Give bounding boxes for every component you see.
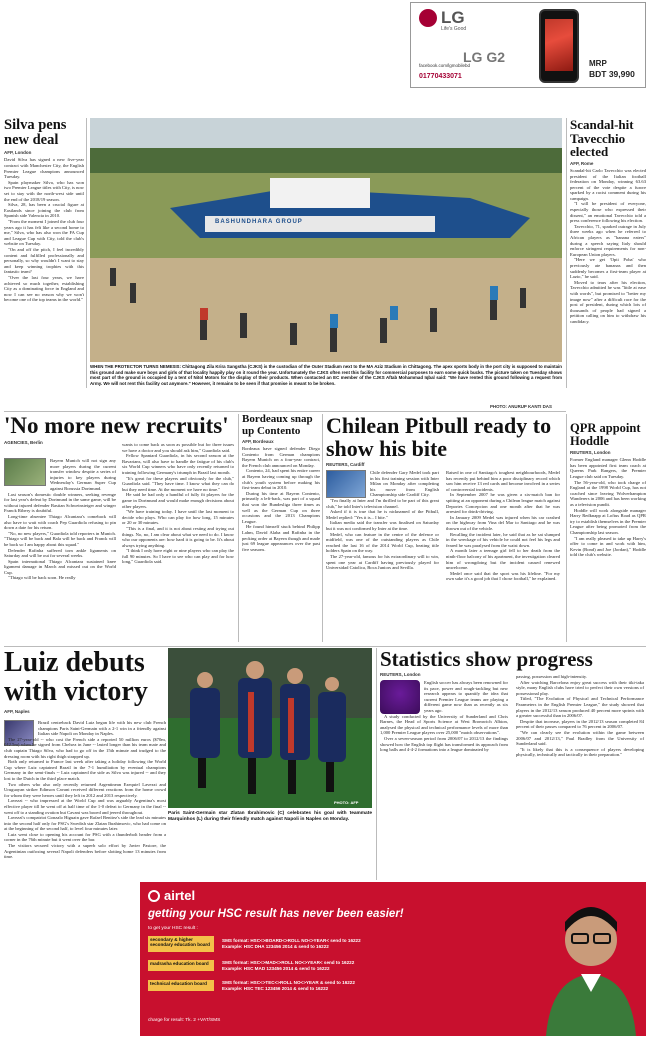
student-image [536,892,646,1036]
bayern-col2 [122,442,234,565]
medel-para: The 27-year-old, famous for his extraordinary will to win, spent one year at Cardiff having previously played for Universidad Catolica, Boca Juniors and Sevilla. [326,553,439,571]
airtel-sms-2 [222,960,354,971]
luiz-para: Lavezzi -- who impressed at the World Cup and was arguably Argentina's most effective player till he went off at half time of the 1-0 defeat to Germany in the final -- went off to a standing ovation but Cavani was booed and jeered throughout. [4,798,166,815]
stats-para: Titled, "The Evolution of Physical and Technical Performance Parameters in the English Premier League," the study showed that players in the 2012/13 season produced 40 percent more sprints with a greater successful than in 2006/07. [516,696,644,719]
stats-byline: REUTERS, London [380,672,421,678]
tavecchio-body [570,168,646,325]
psg-photo-drawing [168,648,372,808]
airtel-sms-example: Example: HSC MAD 123456 2014 & send to 16222 [222,965,330,971]
silva-para: Silva, 28, has been a crucial figure at Eastlands since joining the club from Spanish side Valencia in 2010. [4,202,84,219]
stats-col1 [380,680,508,753]
silva-para: "On and off the pitch, I feel incredibly content and fulfilled professionally and personally, so why wouldn't I want to stay and keep winning trophies with this fantastic team? [4,246,84,275]
bayern-para: "This is a final, and it is not about resting and trying out things. No, no, I am clear about what we need to do. I know who our opponents are: how hard it is going to be. It's about always trying anything. [122,525,234,548]
medel-para: Raised in one of Santiago's toughest neighbourhoods, Medel has recently put behind him a poor disciplinary record which saw him receive 13 red cards and become involved in a series of controversial incidents. [446,470,560,492]
medel-para: Medel once said that the sport was his lifeline. "For my own sake it's a good job that I chose football," he explained. [446,570,560,582]
bayern-para: Bayern Munich will not sign any more players during the current transfer window despite a series of injuries to key players during Wednesday's German Super Cup against Borussia Dortmund. [50,458,116,491]
bayern-col1 [4,458,116,581]
stats-para: passing, possession and high-intensity. [516,674,588,679]
stats-para: English soccer has always been renowned for its pace, power and rough-tackling but new research appears to quantify the idea that current Premier League teams are playing a different game now than as recently as six years ago. [424,680,508,713]
tavecchio-para: "Here we get 'Opti Poba' who previously ate bananas and then suddenly becomes a first-team player at Lazio," he said. [570,257,646,280]
psg-photo-credit: PHOTO: AFP [334,800,359,805]
silva-headline: Silva pens new deal [4,118,67,149]
stadium-photo-caption: WHEN THE PROTECTOR TURNS NEMESIS: Chittagong Zila Krira Sangstha (CJKS) is the custodian of the Outer Stadium next to the MA Aziz Stadium in Chittagong. The apex sports body in the port city is supposed to maintain this ground and make sure boys and girls of that locality happily play on it round the year. Unfortunately the CJKS often rent this facility for commercial purposes to earn some quick bucks. The picture taken on Tuesday shows most part of the ground is occupied by a tent of Nitol Motors for the display of their products. When contacted an EC member of the CJKS Aftab Mohammad Iqbal said: "We have rented this ground following a request from Army. We will not rent this facility out anymore." However, it remains to be seen if that promise is meant to be broken. [90,364,562,386]
phone-image [539,9,579,83]
medel-para: Medel, who can feature in the centre of the defence or midfield, was one of the outstanding players as Chile reached the last 16 of the 2014 World Cup, beating title holders Spain on the way. [326,531,439,554]
luiz-para: The 27-year-old -- who cost the French side a reported 50 million euros ($70m, £42.5m) when he signed from Chelsea in June -- lasted longer than his team mate and club captain Thiago Silva, who had to go off in the 15th minute and trudged to the dressing room with his right thigh strapped up. [4,736,166,759]
medel-para: Recalling the incident later, he said that as he sat slumped in the wreckage of his vehicle he could not feel his legs and feared he was paralysed from the waist down. [446,531,560,548]
contento-headline: Bordeaux snap up Contento [242,414,313,437]
luiz-para: Luiz went close to opening his account for PSG with a thunderbolt header from a corner in the 76th minute but it went over the bar. [4,831,166,843]
airtel-charge: charge for result: Tk. 2 +VAT/SMS [148,1018,221,1023]
lg-advertisement[interactable] [410,2,646,88]
contento-article [242,414,320,642]
airtel-intro: to get your HSC result : [148,926,198,931]
lg-brand: LG [441,8,465,27]
contento-para: Contento, 24, had spent his entire career at Bayern having coming up through the club's youth system before making his first-team debut in 2010. [242,468,320,491]
silva-para: "Over the last four years, we have achieved so much together, establishing City as a dominating force in England and now I can see no reason why we won't become one of the top teams in the world." [4,274,84,303]
lg-price: BDT 39,990 [589,69,635,79]
medel-para: Asked if it is true that he is nicknamed of the Pitbull, Medel replied: "Yes it is... I bite." [326,509,439,520]
luiz-byline: AFP, Naples [4,708,30,714]
medel-para: Chile defender Gary Medel took part in his first training session with Inter Milan on Monday after completing his move from English Championship side Cardiff City. [370,470,439,498]
tavecchio-para: "I will be president of everyone, especially those who expressed their dissent," an emotional Tavecchio told a press conference following his election. [570,201,646,224]
medel-para: In January 2009 Medel was injured when his car crashed on the highway from Vina del Mar to Santiago and he was thrown out of the vehicle. [446,514,560,531]
stats-para: A study conducted by the University of Sunderland and Chris Barnes, the Head of Sports Science at West Bromwich Albion, analysed the physical and technical performance levels of more than 1,000 Premier League players over 25,000 "match observations". [380,713,508,736]
luiz-headline: Luiz debuts with victory [4,648,148,708]
hoddle-para: "I am really pleased to take up Harry's offer to come in and work with him, Kevin (Bond) and Joe (Jordan)," Hoddle told the club's website. [570,535,646,558]
tavecchio-article [570,118,646,418]
contento-para: During his time at Bayern Contento, primarily a left-back, was part of a squad that won the Bundesliga three times as well as the German Cup on three occasions and the 2013 Champions League. [242,490,320,524]
contento-para: He found himself stuck behind Philipp Lahm, David Alaba and Rafinha in the pecking order at Bayern though and made just 69 league appearances over the past five seasons. [242,524,320,552]
tavecchio-byline: AFP, Rome [570,160,594,166]
hoddle-para: Hoddle will work alongside manager Harry Redknapp at Loftus Road as QPR try to establish themselves in the Premier League after being promoted from the Championship last season. [570,507,646,535]
hoddle-para: The 56-year-old, who took charge of England at the 1998 World Cup, has not coached since leaving Wolverhampton Wanderers in 2006 and has been working as a television pundit. [570,479,646,507]
tavecchio-headline: Scandal-hit Tavecchio elected [570,118,634,160]
airtel-sms-example: Example: HSC DHA 123456 2014 & send to 16222 [222,943,329,949]
bayern-para: Last season's domestic double winners, seeking revenge for last year's defeat by Dortmund in the same game, will be without injured defender Bastian Schweinsteiger and winger Franck Ribery is doubtful. [4,491,116,514]
tavecchio-para: Scandal-hit Carlo Tavecchio was elected president of the Italian football federation on Monday, winning 63.63 percent of the vote despite a furore sparked by a racist comment during his campaign. [570,167,646,201]
luiz-para: Two others who also only recently returned Argentinean Ezequiel Lavezzi and Uruguayan striker Edinson Cavani received different reactions from the home crowd for whom they were heroes until they left in 2012 and 2013 respectively. [4,781,166,798]
medel-col2 [446,470,560,582]
airtel-sms-example: Example: HSC TEC 123456 2014 & send to 16222 [222,985,329,991]
airtel-board-3: technical education board [148,980,214,991]
luiz-para: The visitors secured victory with a superb solo effort by Javier Pastore, the Argentinian outfoxing several Napoli defenders before slotting home 13 minutes from time. [4,843,166,860]
silva-body [4,157,84,302]
bayern-para: "Thiago will be back soon. He really [8,575,76,581]
bayern-para: Spain international Thiago Alcantara sustained knee ligament damage in March and missed out on the World Cup. [4,558,116,575]
airtel-logo-icon [148,890,160,902]
hoddle-headline: QPR appoint Hoddle [570,422,641,449]
lg-phone-number: 01770433071 [419,73,462,80]
bayern-headline: 'No more new recruits' [4,414,229,438]
luiz-article [4,648,374,880]
stats-article [380,648,646,880]
medel-article [326,414,562,642]
airtel-sms-format: SMS format: HSC<>BOARD<>ROLL NO<>YEAR< send to 16222 [222,938,361,943]
lg-mrp-label: MRP [589,59,607,68]
airtel-advertisement[interactable] [140,882,646,1036]
bayern-para: "No, no new players," Guardiola told reporters in Munich. "Thiago will be back and Bala will be back and Franck will be back so I am happy about this squad." [4,530,116,547]
luiz-intro [4,720,166,860]
bayern-para: "I think I only have eight or nine players who can play the full 90 minutes. So I have to see who can play and for how long," Guardiola said. [122,548,234,565]
silva-para: Spain playmaker Silva, who has won two Premier League titles with City, is now set to stay with the north-west side until the end of the 2018/19 season. [4,179,84,202]
bayern-byline: AGENCIES, Berlin [4,440,43,446]
stats-para: Despite that increase, players in the 2012/13 season completed 84 percent of their passes compared to 76 percent in 2006/07. [516,718,644,730]
airtel-sms-format: SMS format: HSC<>TEC<>ROLL NO<>YEAR & send to 16222 [222,980,355,985]
tavecchio-para: Moved to tears after his election, Tavecchio admitted he was "little at ease with words", but promised to "better my image now" after a difficult race for the post of president, during which lots of thousands of people had signed a petition calling on him to withdraw his candidacy. [570,279,646,324]
lg-logo-icon [419,9,437,27]
bayern-para: Fellow Spaniard Guardiola, in his second season at the Bavarians, will also have to handle the fatigue of his club's six World Cup winners who have only recently returned to training following Germany's triumph in Brazil last month. [122,453,234,475]
bayern-para: He said he had only a handful of fully fit players for the game in Dortmund and would make enough decisions about other players. [122,492,234,509]
silva-para: "From the moment I joined the club four years ago it has felt like a second home to me," Silva, who has also won the FA Cup and League Cup with City, told the club's website on Tuesday. [4,218,84,247]
medel-para: "I'm finally at Inter and I'm thrilled to be part of this great club," he told Inter's television channel. [326,497,439,509]
airtel-sms-format: SMS format: HSC<>MAD<>ROLL NO<>YEAR< send to 16222 [222,960,355,965]
airtel-brand: airtel [164,888,196,903]
medel-para: Italian media said the transfer was finalised on Saturday but it was not confirmed by Inter at the time. [326,520,439,531]
contento-para: Bordeaux have signed defender Diego Contento from German champions Bayern Munich on a four-year contract, the French club announced on Monday. [242,446,320,468]
hoddle-article [570,422,646,644]
bayern-para: "It's great for these players and obviously for the club," Guardiola said. "They have time. I know what they can do but they need time. At the moment we have no time." [122,475,234,492]
contento-byline: AFP, Bordeaux [242,439,274,445]
tent-banner: BASHUNDHARA GROUP [215,219,303,225]
medel-para: In September 2007 he was given a six-match ban for spitting at an opponent during a Chilean league match against Deportes Concepcion and one month after that he was arrested for drink-driving. [446,492,560,515]
stadium-photo [90,118,562,362]
airtel-sms-1 [222,938,361,949]
luiz-para: Lavezzi's compatriot Gonzalo Higuain gave Rafael Benitez's side the lead six minutes into the second half only for PSG's Swedish star Zlatan Ibrahimovic, who had come on at the beginning of the second half, to level four minutes later. [4,815,166,832]
psg-photo-caption: Paris Saint-Germain star Zlatan Ibrahimovic (C) celebrates his goal with teammate Marquinhos (L) during their friendly match against Napoli in Naples on Monday. [168,811,372,822]
medel-headline: Chilean Pitbull ready to show his bite [326,414,552,462]
stats-para: After watching Barcelona enjoy great success with their tiki-taka style, many English clubs have tried to perfect their own versions of possessional play. [516,679,644,696]
stats-para: "It is likely that this is a consequence of players developing physically, technically and tactically in their preparation." [516,746,644,758]
bayern-para: "We have training today. I have until the last moment to decide who plays. Who can play for how long, 15 minutes or 20 or 30 minutes. [122,509,234,526]
bayern-article [4,414,236,642]
stats-para: "We can clearly see the evolution within the game between 2006/07 and 2012/13," Paul Bradley from the University of Sunderland said. [516,729,644,747]
stats-headline: Statistics show progress [380,648,593,671]
hoddle-body [570,457,646,558]
bayern-para: Defender Rafinha suffered torn ankle ligaments on Saturday and will be out for several weeks. [4,547,116,559]
luiz-para: Both only returned to France last week after taking a holiday following the World Cup where Luiz captained Brazil in the 7-1 humiliation by eventual champions Germany in the semi-finals -- Luiz captained the side as Silva was injured -- and they lost to the Dutch in the third place match. [4,759,166,781]
bayern-para: wants to come back as soon as possible but for three issues we have a doctor and you should ask him," Guardiola said. [122,442,234,453]
medel-para: A month later a teenage girl fell to her death from the ninth-floor balcony of his apartment, the investigation cleared him of wrongdoing but the incident caused renewed unwelcome. [446,548,560,571]
stadium-photo-drawing [90,118,562,362]
luiz-para: Brazil centreback David Luiz began life with his new club French champions Paris Saint-Germain with a 2-1 win in a friendly against Italian side Napoli on Monday in Naples. [38,720,166,737]
airtel-board-1: secondary & higher secondary education board [148,936,214,952]
stats-para: Over a seven-season period from 2006/07 to 2012/13 the findings showed how the English top flight has transformed its approach from long balls and 4-4-2 formations into a league dominated by [380,735,508,753]
airtel-sms-3 [222,980,355,991]
lg-facebook: facebook.com/lgmobilebd [419,63,471,68]
airtel-headline: getting your HSC result has never been easier! [148,908,404,920]
silva-para: David Silva has signed a new five-year contract with Manchester City, the English Premier League champions announced Tuesday. [4,157,84,180]
hoddle-byline: REUTERS, London [570,450,611,456]
tavecchio-para: Tavecchio, 71, sparked outrage in July three weeks ago when he referred to African players as "banana eaters" during a speech saying Italy should enforce stringent requirements for non-European Union players. [570,223,646,257]
silva-byline: AFP, London [4,150,32,156]
psg-photo [168,648,372,808]
lg-model-name: LG G2 [463,49,506,65]
contento-body [242,446,320,552]
medel-byline: REUTERS, Cardiff [326,462,365,468]
stadium-photo-credit: PHOTO: ANURUP KANTI DAS [490,404,552,409]
stats-col2 [516,674,644,758]
medel-col1 [326,470,439,571]
airtel-board-2: madrasha education board [148,960,214,971]
bayern-para: Long-time absentee Thiago Alcantara's comeback will also have to wait with coach Pep Guardiola refusing to pin down a date for his return. [4,513,116,531]
silva-article [4,118,84,386]
lg-tagline: Life's Good [441,26,467,32]
hoddle-para: Former England manager Glenn Hoddle has been appointed first team coach at Queens Park Rangers, the Premier League club said on Tuesday. [570,457,646,480]
